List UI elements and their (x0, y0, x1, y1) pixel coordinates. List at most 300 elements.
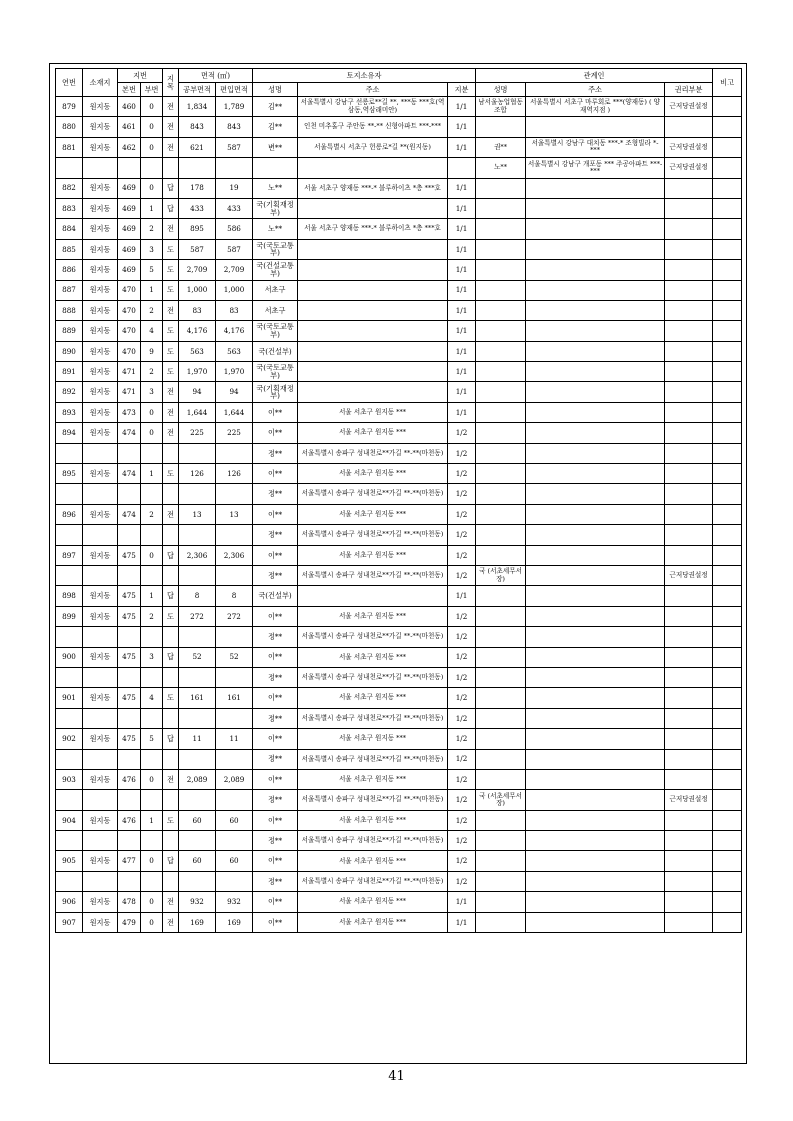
cell-owner-name: 이** (253, 504, 298, 524)
cell-area-incorporated: 1,789 (216, 97, 253, 117)
cell-related-name (476, 912, 526, 932)
header-share: 지분 (448, 83, 476, 97)
cell-owner-address: 서울 서초구 원지동 *** (298, 423, 448, 443)
cell-area-incorporated: 586 (216, 219, 253, 239)
cell-land-category (163, 749, 179, 769)
cell-right (665, 892, 713, 912)
cell-lot-sub (141, 565, 163, 585)
cell-right (665, 300, 713, 320)
cell-owner-name: 이** (253, 769, 298, 789)
cell-no: 894 (56, 423, 83, 443)
table-row (56, 688, 742, 708)
cell-owner-address: 서울특별시 송파구 성내천로**가길 **-**(마천동) (298, 667, 448, 687)
cell-no: 892 (56, 382, 83, 402)
cell-owner-address (298, 341, 448, 361)
cell-lot-sub: 0 (141, 912, 163, 932)
cell-remarks (713, 158, 742, 178)
cell-no (56, 158, 83, 178)
table-row (56, 525, 742, 545)
cell-related-address (526, 871, 665, 891)
cell-no (56, 443, 83, 463)
table-row (56, 402, 742, 422)
table-row (56, 831, 742, 851)
table-row (56, 382, 742, 402)
cell-land-category: 전 (163, 219, 179, 239)
table-row (56, 300, 742, 320)
cell-lot-main (118, 667, 141, 687)
cell-lot-main: 474 (118, 464, 141, 484)
cell-owner-address: 인천 미추홀구 주안동 **-** 신형아파트 ***-*** (298, 117, 448, 137)
cell-right (665, 382, 713, 402)
header-owner-name: 성명 (253, 83, 298, 97)
cell-area-incorporated: 1,970 (216, 362, 253, 382)
cell-land-category: 답 (163, 647, 179, 667)
table-row (56, 871, 742, 891)
cell-lot-main: 474 (118, 504, 141, 524)
cell-owner-name: 정** (253, 565, 298, 585)
cell-lot-main (118, 158, 141, 178)
cell-share: 1/2 (448, 688, 476, 708)
table-row (56, 341, 742, 361)
table-row (56, 810, 742, 830)
cell-area-incorporated: 272 (216, 606, 253, 626)
cell-area-incorporated: 843 (216, 117, 253, 137)
cell-land-category: 전 (163, 423, 179, 443)
cell-no: 893 (56, 402, 83, 422)
cell-related-address (526, 851, 665, 871)
cell-lot-main: 469 (118, 178, 141, 198)
cell-owner-address (298, 280, 448, 300)
cell-lot-main: 462 (118, 137, 141, 157)
cell-lot-main: 469 (118, 219, 141, 239)
cell-area-incorporated: 60 (216, 851, 253, 871)
cell-right (665, 627, 713, 647)
cell-share: 1/2 (448, 606, 476, 626)
cell-remarks (713, 321, 742, 341)
table-row (56, 769, 742, 789)
cell-land-category (163, 525, 179, 545)
cell-area-public (179, 565, 216, 585)
cell-right (665, 912, 713, 932)
cell-owner-address: 서울특별시 송파구 성내천로**가길 **-**(마천동) (298, 871, 448, 891)
cell-no: 886 (56, 260, 83, 280)
cell-area-incorporated: 587 (216, 239, 253, 259)
cell-lot-sub: 1 (141, 280, 163, 300)
cell-remarks (713, 586, 742, 606)
cell-area-incorporated (216, 749, 253, 769)
cell-owner-name (253, 158, 298, 178)
cell-related-address: 서울특별시 강남구 대치동 ***-* 조형빌라 *-*** (526, 137, 665, 157)
header-related-address: 주소 (526, 83, 665, 97)
cell-owner-name: 국(국토교통부) (253, 239, 298, 259)
cell-related-name (476, 219, 526, 239)
cell-lot-main: 476 (118, 810, 141, 830)
cell-land-category: 답 (163, 851, 179, 871)
cell-owner-address: 서울특별시 송파구 성내천로**가길 **-**(마천동) (298, 708, 448, 728)
cell-right (665, 341, 713, 361)
table-body (56, 97, 742, 933)
cell-no: 900 (56, 647, 83, 667)
cell-related-address (526, 260, 665, 280)
cell-lot-sub: 0 (141, 117, 163, 137)
cell-right (665, 423, 713, 443)
cell-no: 880 (56, 117, 83, 137)
cell-no (56, 525, 83, 545)
cell-related-name (476, 117, 526, 137)
cell-right (665, 464, 713, 484)
cell-area-incorporated: 1,000 (216, 280, 253, 300)
cell-right (665, 810, 713, 830)
cell-related-address (526, 586, 665, 606)
cell-related-address (526, 667, 665, 687)
cell-land-category: 전 (163, 97, 179, 117)
cell-owner-address: 서울특별시 송파구 성내천로**가길 **-**(마천동) (298, 831, 448, 851)
cell-lot-main: 475 (118, 606, 141, 626)
cell-owner-address: 서울 서초구 원지동 *** (298, 851, 448, 871)
cell-share: 1/1 (448, 239, 476, 259)
cell-area-incorporated (216, 831, 253, 851)
cell-location: 원지동 (83, 97, 118, 117)
cell-related-name: 남서울농업협동조합 (476, 97, 526, 117)
cell-location (83, 708, 118, 728)
cell-location: 원지동 (83, 382, 118, 402)
cell-land-category: 답 (163, 178, 179, 198)
cell-location: 원지동 (83, 912, 118, 932)
cell-remarks (713, 504, 742, 524)
cell-land-category: 답 (163, 586, 179, 606)
cell-area-public: 11 (179, 729, 216, 749)
cell-right (665, 851, 713, 871)
header-location: 소재지 (83, 69, 118, 97)
cell-owner-address: 서울 서초구 원지동 *** (298, 769, 448, 789)
cell-no: 882 (56, 178, 83, 198)
header-related-group: 관계인 (476, 69, 713, 83)
cell-owner-address: 서울 서초구 원지동 *** (298, 464, 448, 484)
cell-no: 902 (56, 729, 83, 749)
cell-location (83, 565, 118, 585)
cell-area-public: 2,306 (179, 545, 216, 565)
table-row (56, 423, 742, 443)
cell-lot-main (118, 443, 141, 463)
cell-owner-address: 서울특별시 서초구 헌릉로*길 **(원지동) (298, 137, 448, 157)
cell-remarks (713, 627, 742, 647)
cell-area-public: 1,834 (179, 97, 216, 117)
cell-related-address (526, 892, 665, 912)
cell-area-public (179, 484, 216, 504)
cell-owner-address: 서울 서초구 원지동 *** (298, 892, 448, 912)
cell-area-incorporated: 8 (216, 586, 253, 606)
cell-owner-name: 국(건설교통부) (253, 260, 298, 280)
cell-area-public (179, 871, 216, 891)
cell-related-address (526, 178, 665, 198)
cell-related-name (476, 178, 526, 198)
cell-right (665, 198, 713, 218)
cell-no: 901 (56, 688, 83, 708)
cell-lot-sub: 5 (141, 260, 163, 280)
cell-share: 1/1 (448, 300, 476, 320)
cell-right (665, 443, 713, 463)
cell-remarks (713, 198, 742, 218)
cell-remarks (713, 402, 742, 422)
table-row (56, 137, 742, 157)
header-area: 면적 (㎡) (179, 69, 253, 83)
cell-related-address (526, 749, 665, 769)
table-row (56, 790, 742, 810)
cell-remarks (713, 239, 742, 259)
cell-land-category: 도 (163, 362, 179, 382)
cell-owner-address: 서울 서초구 양재동 ***-* 블루하이츠 *층 ***호 (298, 219, 448, 239)
cell-lot-sub: 2 (141, 362, 163, 382)
cell-related-name (476, 402, 526, 422)
cell-area-incorporated: 563 (216, 341, 253, 361)
table-row (56, 729, 742, 749)
cell-area-incorporated (216, 871, 253, 891)
cell-related-address (526, 912, 665, 932)
cell-lot-sub: 1 (141, 198, 163, 218)
cell-area-incorporated: 2,089 (216, 769, 253, 789)
cell-area-incorporated: 11 (216, 729, 253, 749)
cell-no: 904 (56, 810, 83, 830)
cell-area-public: 161 (179, 688, 216, 708)
cell-lot-main: 470 (118, 280, 141, 300)
cell-area-incorporated: 19 (216, 178, 253, 198)
cell-related-name (476, 239, 526, 259)
cell-lot-main: 471 (118, 362, 141, 382)
cell-lot-main (118, 565, 141, 585)
cell-location: 원지동 (83, 464, 118, 484)
cell-related-address (526, 464, 665, 484)
cell-area-incorporated: 52 (216, 647, 253, 667)
cell-lot-sub: 0 (141, 402, 163, 422)
cell-owner-name: 정** (253, 443, 298, 463)
cell-land-category: 전 (163, 504, 179, 524)
cell-lot-sub (141, 443, 163, 463)
cell-share: 1/1 (448, 586, 476, 606)
cell-land-category: 도 (163, 464, 179, 484)
cell-related-address (526, 708, 665, 728)
cell-remarks (713, 769, 742, 789)
cell-location (83, 831, 118, 851)
cell-no: 896 (56, 504, 83, 524)
table-row (56, 97, 742, 117)
cell-area-public (179, 443, 216, 463)
cell-share: 1/1 (448, 260, 476, 280)
cell-area-public: 225 (179, 423, 216, 443)
cell-no: 887 (56, 280, 83, 300)
cell-location: 원지동 (83, 300, 118, 320)
cell-owner-name: 국(건설부) (253, 586, 298, 606)
cell-lot-main: 470 (118, 300, 141, 320)
cell-right (665, 647, 713, 667)
cell-area-public: 433 (179, 198, 216, 218)
cell-related-name (476, 871, 526, 891)
header-owner-address: 주소 (298, 83, 448, 97)
cell-right (665, 525, 713, 545)
cell-location: 원지동 (83, 239, 118, 259)
table-row (56, 158, 742, 178)
cell-share: 1/1 (448, 321, 476, 341)
cell-lot-main: 474 (118, 423, 141, 443)
cell-related-name (476, 443, 526, 463)
cell-owner-address: 서울특별시 송파구 성내천로**가길 **-**(마천동) (298, 484, 448, 504)
cell-lot-sub: 4 (141, 688, 163, 708)
cell-related-name (476, 606, 526, 626)
cell-related-address (526, 525, 665, 545)
cell-lot-sub (141, 484, 163, 504)
page-number: 41 (388, 1069, 405, 1084)
cell-area-incorporated: 161 (216, 688, 253, 708)
cell-owner-address: 서울 서초구 원지동 *** (298, 647, 448, 667)
cell-owner-name: 정** (253, 708, 298, 728)
cell-lot-sub: 5 (141, 729, 163, 749)
cell-related-name (476, 198, 526, 218)
cell-related-name (476, 321, 526, 341)
cell-location: 원지동 (83, 586, 118, 606)
cell-lot-main: 475 (118, 586, 141, 606)
table-row (56, 504, 742, 524)
cell-area-incorporated: 83 (216, 300, 253, 320)
table-row (56, 260, 742, 280)
cell-land-category (163, 484, 179, 504)
cell-share: 1/1 (448, 892, 476, 912)
cell-no: 897 (56, 545, 83, 565)
cell-owner-address (298, 260, 448, 280)
cell-share: 1/1 (448, 402, 476, 422)
cell-share: 1/1 (448, 280, 476, 300)
cell-share: 1/2 (448, 565, 476, 585)
cell-related-name (476, 423, 526, 443)
cell-location: 원지동 (83, 423, 118, 443)
table-row (56, 362, 742, 382)
cell-lot-main: 475 (118, 688, 141, 708)
cell-area-incorporated: 94 (216, 382, 253, 402)
cell-location: 원지동 (83, 321, 118, 341)
cell-owner-address: 서울 서초구 양재동 ***-* 블루하이츠 *층 ***호 (298, 178, 448, 198)
cell-related-name (476, 627, 526, 647)
cell-location: 원지동 (83, 362, 118, 382)
cell-related-name (476, 464, 526, 484)
cell-land-category: 전 (163, 382, 179, 402)
table-row (56, 239, 742, 259)
cell-no (56, 708, 83, 728)
cell-area-public: 83 (179, 300, 216, 320)
cell-owner-address (298, 362, 448, 382)
cell-land-category: 도 (163, 321, 179, 341)
cell-location: 원지동 (83, 137, 118, 157)
cell-related-name (476, 545, 526, 565)
cell-area-public: 563 (179, 341, 216, 361)
cell-lot-sub: 3 (141, 239, 163, 259)
cell-land-category: 도 (163, 810, 179, 830)
header-lot: 지번 (118, 69, 163, 83)
cell-owner-name: 이** (253, 729, 298, 749)
cell-owner-address: 서울 서초구 원지동 *** (298, 504, 448, 524)
cell-lot-sub: 2 (141, 504, 163, 524)
cell-no: 879 (56, 97, 83, 117)
cell-area-incorporated: 169 (216, 912, 253, 932)
cell-remarks (713, 362, 742, 382)
cell-area-public: 843 (179, 117, 216, 137)
cell-location: 원지동 (83, 341, 118, 361)
cell-owner-name: 서초구 (253, 280, 298, 300)
cell-related-address (526, 362, 665, 382)
cell-area-incorporated (216, 484, 253, 504)
cell-remarks (713, 831, 742, 851)
cell-location: 원지동 (83, 606, 118, 626)
header-owner-group: 토지소유자 (253, 69, 476, 83)
cell-area-public (179, 525, 216, 545)
cell-related-address (526, 382, 665, 402)
table-row (56, 912, 742, 932)
cell-remarks (713, 280, 742, 300)
cell-land-category: 도 (163, 239, 179, 259)
cell-lot-main: 475 (118, 729, 141, 749)
cell-related-address (526, 443, 665, 463)
cell-related-name (476, 729, 526, 749)
cell-lot-sub: 0 (141, 851, 163, 871)
cell-related-address (526, 769, 665, 789)
cell-remarks (713, 97, 742, 117)
cell-lot-sub: 0 (141, 178, 163, 198)
cell-lot-main (118, 831, 141, 851)
cell-no (56, 790, 83, 810)
cell-right (665, 219, 713, 239)
cell-share: 1/2 (448, 729, 476, 749)
cell-owner-address: 서울 서초구 원지동 *** (298, 606, 448, 626)
cell-right (665, 871, 713, 891)
cell-lot-main: 476 (118, 769, 141, 789)
cell-lot-sub (141, 749, 163, 769)
cell-related-address (526, 239, 665, 259)
cell-right (665, 178, 713, 198)
cell-land-category (163, 667, 179, 687)
cell-related-address (526, 402, 665, 422)
cell-share: 1/2 (448, 667, 476, 687)
cell-location: 원지동 (83, 402, 118, 422)
cell-related-address (526, 790, 665, 810)
cell-related-name (476, 504, 526, 524)
cell-related-name (476, 749, 526, 769)
cell-no: 891 (56, 362, 83, 382)
cell-related-address (526, 484, 665, 504)
cell-no: 890 (56, 341, 83, 361)
cell-lot-sub: 0 (141, 97, 163, 117)
cell-lot-main: 461 (118, 117, 141, 137)
cell-location: 원지동 (83, 892, 118, 912)
cell-lot-sub: 4 (141, 321, 163, 341)
cell-lot-main (118, 790, 141, 810)
header-remarks: 비고 (713, 69, 742, 97)
cell-no: 895 (56, 464, 83, 484)
cell-share: 1/1 (448, 382, 476, 402)
cell-no: 885 (56, 239, 83, 259)
cell-lot-main (118, 627, 141, 647)
cell-remarks (713, 647, 742, 667)
table-row (56, 178, 742, 198)
cell-no (56, 565, 83, 585)
cell-share: 1/2 (448, 464, 476, 484)
cell-share: 1/1 (448, 219, 476, 239)
cell-area-public (179, 749, 216, 769)
cell-related-name: 국 (서초세무서장) (476, 565, 526, 585)
cell-related-address (526, 117, 665, 137)
cell-lot-sub (141, 871, 163, 891)
cell-related-address (526, 831, 665, 851)
cell-location: 원지동 (83, 851, 118, 871)
cell-owner-address: 서울 서초구 원지동 *** (298, 729, 448, 749)
cell-location: 원지동 (83, 198, 118, 218)
cell-owner-name: 국(기획재정부) (253, 382, 298, 402)
